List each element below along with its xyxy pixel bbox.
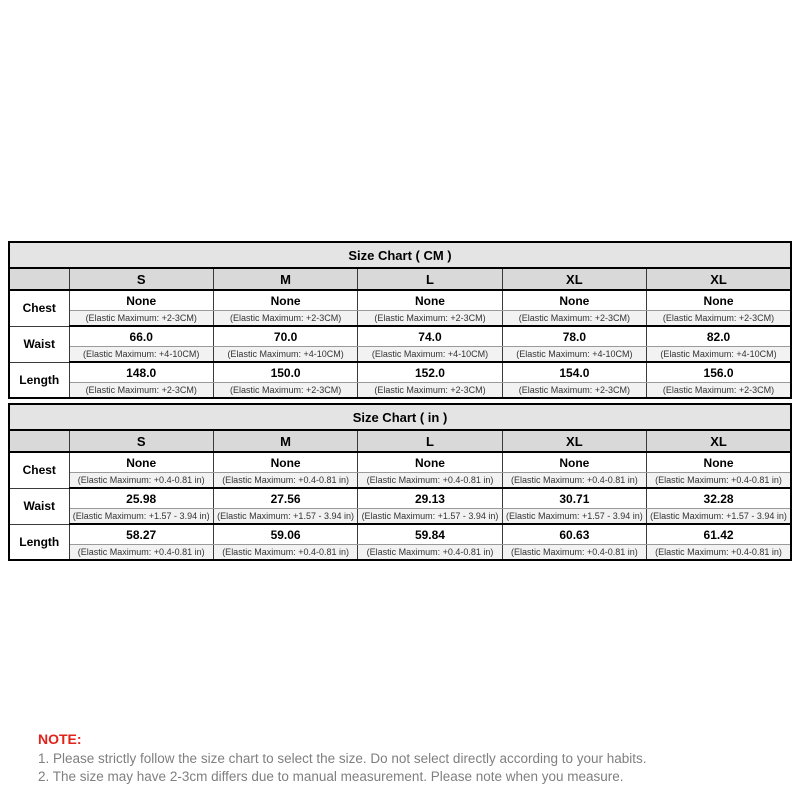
elastic-note-cell: (Elastic Maximum: +2-3CM) (213, 383, 357, 399)
size-value-cell: 58.27 (69, 524, 213, 545)
row-label-length: Length (9, 524, 69, 560)
size-value-cell: None (358, 290, 502, 311)
table-row (9, 473, 791, 489)
table-row (9, 524, 791, 545)
elastic-note-cell: (Elastic Maximum: +1.57 - 3.94 in) (213, 509, 357, 525)
elastic-note-cell: (Elastic Maximum: +2-3CM) (358, 311, 502, 327)
size-col-header: L (358, 268, 502, 290)
corner-cell (9, 430, 69, 452)
table-row (9, 290, 791, 311)
size-value-cell: 59.06 (213, 524, 357, 545)
size-value-cell: None (647, 290, 791, 311)
size-col-header: XL (502, 430, 646, 452)
size-value-cell: 74.0 (358, 326, 502, 347)
elastic-note-cell: (Elastic Maximum: +1.57 - 3.94 in) (358, 509, 502, 525)
elastic-note-cell: (Elastic Maximum: +4-10CM) (358, 347, 502, 363)
size-col-header: S (69, 268, 213, 290)
table-row (9, 383, 791, 399)
elastic-note-cell: (Elastic Maximum: +4-10CM) (69, 347, 213, 363)
elastic-note-cell: (Elastic Maximum: +0.4-0.81 in) (213, 545, 357, 561)
size-value-cell: None (502, 290, 646, 311)
elastic-note-cell: (Elastic Maximum: +2-3CM) (502, 383, 646, 399)
note-line-2: 2. The size may have 2-3cm differs due to manual measurement. Please note when you measure. (38, 769, 624, 784)
size-chart-cm-table (8, 241, 792, 399)
size-value-cell: None (69, 452, 213, 473)
size-value-cell: None (358, 452, 502, 473)
size-chart-in-table (8, 403, 792, 561)
size-value-cell: 70.0 (213, 326, 357, 347)
table-title: Size Chart ( in ) (9, 404, 791, 430)
elastic-note-cell: (Elastic Maximum: +2-3CM) (358, 383, 502, 399)
table-row (9, 545, 791, 561)
size-value-cell: None (69, 290, 213, 311)
size-value-cell: 156.0 (647, 362, 791, 383)
elastic-note-cell: (Elastic Maximum: +2-3CM) (647, 311, 791, 327)
size-col-header: XL (647, 430, 791, 452)
size-col-header: S (69, 430, 213, 452)
size-value-cell: 152.0 (358, 362, 502, 383)
table-row (9, 362, 791, 383)
elastic-note-cell: (Elastic Maximum: +1.57 - 3.94 in) (502, 509, 646, 525)
table-row (9, 488, 791, 509)
table-row (9, 347, 791, 363)
elastic-note-cell: (Elastic Maximum: +4-10CM) (213, 347, 357, 363)
elastic-note-cell: (Elastic Maximum: +0.4-0.81 in) (502, 473, 646, 489)
size-value-cell: 29.13 (358, 488, 502, 509)
table-row (9, 452, 791, 473)
size-value-cell: 25.98 (69, 488, 213, 509)
size-value-cell: None (213, 290, 357, 311)
size-value-cell: 59.84 (358, 524, 502, 545)
note-heading: NOTE: (38, 731, 82, 747)
size-value-cell: 60.63 (502, 524, 646, 545)
size-col-header: XL (647, 268, 791, 290)
elastic-note-cell: (Elastic Maximum: +4-10CM) (502, 347, 646, 363)
row-label-waist: Waist (9, 326, 69, 362)
size-value-cell: 32.28 (647, 488, 791, 509)
size-value-cell: 30.71 (502, 488, 646, 509)
elastic-note-cell: (Elastic Maximum: +0.4-0.81 in) (502, 545, 646, 561)
elastic-note-cell: (Elastic Maximum: +1.57 - 3.94 in) (69, 509, 213, 525)
elastic-note-cell: (Elastic Maximum: +0.4-0.81 in) (69, 473, 213, 489)
size-value-cell: 154.0 (502, 362, 646, 383)
row-label-chest: Chest (9, 290, 69, 326)
size-value-cell: None (647, 452, 791, 473)
table-row (9, 404, 791, 430)
elastic-note-cell: (Elastic Maximum: +1.57 - 3.94 in) (647, 509, 791, 525)
row-label-length: Length (9, 362, 69, 398)
size-col-header: M (213, 268, 357, 290)
elastic-note-cell: (Elastic Maximum: +2-3CM) (69, 311, 213, 327)
elastic-note-cell: (Elastic Maximum: +2-3CM) (502, 311, 646, 327)
size-value-cell: 150.0 (213, 362, 357, 383)
size-col-header: M (213, 430, 357, 452)
table-row (9, 326, 791, 347)
elastic-note-cell: (Elastic Maximum: +0.4-0.81 in) (358, 545, 502, 561)
size-col-header: XL (502, 268, 646, 290)
table-row (9, 268, 791, 290)
size-value-cell: 27.56 (213, 488, 357, 509)
note-section (38, 731, 647, 786)
size-value-cell: 82.0 (647, 326, 791, 347)
row-label-waist: Waist (9, 488, 69, 524)
corner-cell (9, 268, 69, 290)
elastic-note-cell: (Elastic Maximum: +2-3CM) (647, 383, 791, 399)
row-label-chest: Chest (9, 452, 69, 488)
size-col-header: L (358, 430, 502, 452)
size-value-cell: 148.0 (69, 362, 213, 383)
table-row (9, 509, 791, 525)
elastic-note-cell: (Elastic Maximum: +4-10CM) (647, 347, 791, 363)
elastic-note-cell: (Elastic Maximum: +2-3CM) (213, 311, 357, 327)
elastic-note-cell: (Elastic Maximum: +0.4-0.81 in) (69, 545, 213, 561)
note-line-1: 1. Please strictly follow the size chart to select the size. Do not select directly according to your habits. (38, 751, 647, 766)
elastic-note-cell: (Elastic Maximum: +0.4-0.81 in) (213, 473, 357, 489)
size-value-cell: None (213, 452, 357, 473)
table-row (9, 430, 791, 452)
table-title: Size Chart ( CM ) (9, 242, 791, 268)
elastic-note-cell: (Elastic Maximum: +0.4-0.81 in) (647, 473, 791, 489)
size-value-cell: 66.0 (69, 326, 213, 347)
size-value-cell: None (502, 452, 646, 473)
table-row (9, 311, 791, 327)
size-value-cell: 78.0 (502, 326, 646, 347)
elastic-note-cell: (Elastic Maximum: +2-3CM) (69, 383, 213, 399)
size-value-cell: 61.42 (647, 524, 791, 545)
elastic-note-cell: (Elastic Maximum: +0.4-0.81 in) (647, 545, 791, 561)
elastic-note-cell: (Elastic Maximum: +0.4-0.81 in) (358, 473, 502, 489)
table-row (9, 242, 791, 268)
